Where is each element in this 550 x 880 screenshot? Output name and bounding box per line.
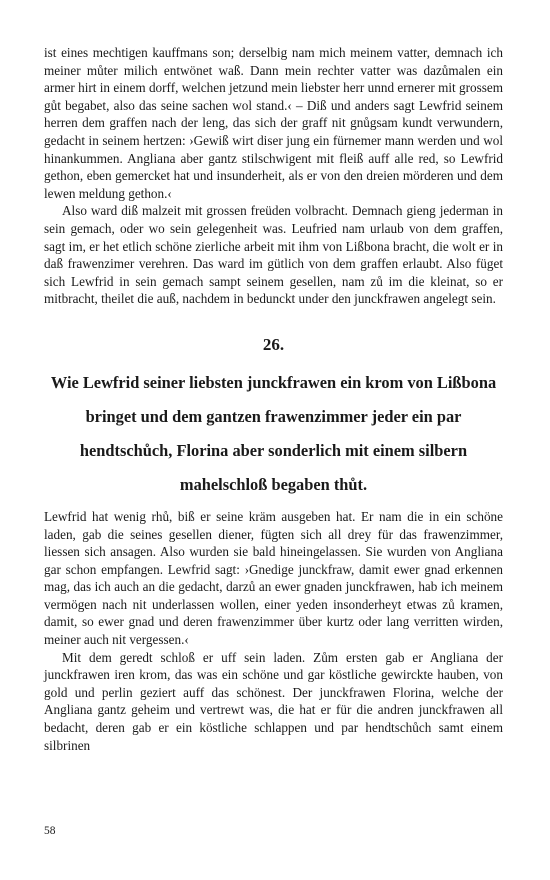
body-paragraph: ist eines mechtigen kauffmans son; derselbig nam mich meinem vatter, demnach ich meiner můter milich entwönet waß. Dann mein rechter vatter was dazůmalen ein armer hirt in einem dorff, welchen jetzund mein liebster herr unnd ernerer mit grossem gůt begabet, also das seine sachen wol stand.‹ – Diß und anders sagt Lewfrid seinem herren dem graffen nach der leng, das sich der graff nit gnůgsam kundt verwundern, gedacht in seinem hertzen: ›Gewiß wirt diser jung ein fürnemer mann werden und wol hinankummen. Angliana aber gantz stilschwigent mit fleiß auff alle red, so Lewfrid gethon, eben gemercket hat und insunderheit, als er von den dreien mörderen und dem lewen meldung gethon.‹ bbox=[44, 45, 503, 201]
body-paragraph: Also ward diß malzeit mit grossen freüden volbracht. Demnach gieng jederman in sein gemach, oder wo sein gelegenheit was. Leufried nam urlaub von dem graffen, sagt im, er het etlich schöne zierliche arbeit mit ihm von Lißbona bracht, die wolt er in daß frawenzimer verehren. Das ward im gütlich von dem graffen erlaubt. Also füget sich Lewfrid in sein gemach sampt seinem gesellen, nam zů im die kleinat, so er mitbracht, theilet die auß, nachdem in bedunckt under den junckfrawen angelegt sein. bbox=[44, 203, 503, 307]
body-paragraph: Lewfrid hat wenig rhů, biß er seine kräm ausgeben hat. Er nam die in ein schöne laden, gab die seines gesellen diener, fügten sich all drey für das frawenzimmer, liessen sich ansagen. Also wurden sie bald hineingelassen. Sie wurden von Angliana gar schon empfangen. Lewfrid sagt: ›Gnedige junckfraw, damit ewer gnad erkennen mag, das ich auch an die gedacht, darzů an ewer gnaden junckfrawen, hab ich meinem vermögen nach nit underlassen wollen, einer yeden insonderheyt etwas zů kramen, damit, so ewer gnad und deren frawenzimmer über kurtz oder lang verritten wirden, meiner auch nit vergessen.‹ bbox=[44, 508, 503, 648]
book-page bbox=[44, 44, 503, 754]
body-paragraph: Mit dem geredt schloß er uff sein laden. Zům ersten gab er Angliana der junckfrawen iren krom, das was ein schöne und gar köstliche gewirckte hauben, von gold und perlin geziert auff das schönest. Der junckfrawen Florina, welche der Angliana gantz geheim und vertrewt was, die hat er für die andren junckfrawen all bedacht, deren gab er ein köstliche schlappen und par hendtschůch samt einem silbrinen bbox=[44, 649, 503, 753]
chapter-title: Wie Lewfrid seiner liebsten junckfrawen ein krom von Lißbona bringet und dem gantzen frawenzimmer jeder ein par hendtschůch, Florina aber sonderlich mit einem silbern mahelschloß begaben thůt. bbox=[50, 372, 497, 494]
page-number: 58 bbox=[44, 825, 56, 837]
chapter-number: 26. bbox=[262, 334, 285, 354]
